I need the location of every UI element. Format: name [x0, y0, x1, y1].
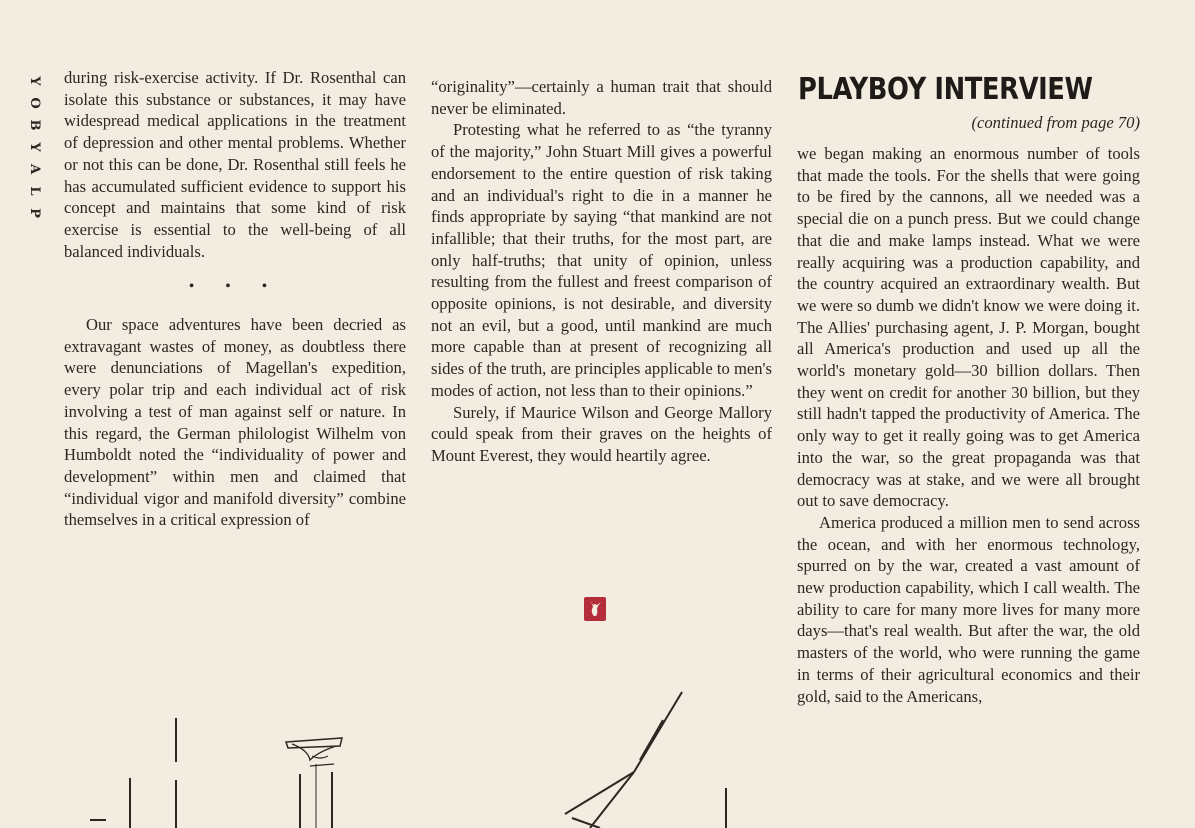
- brand-letter: A: [27, 163, 42, 175]
- section-title: PLAYBOY INTERVIEW: [798, 72, 1093, 107]
- brand-letter: O: [27, 97, 42, 109]
- paragraph: “originality”—certainly a human trait that should never be eliminated.: [431, 77, 772, 118]
- section-separator: • • •: [189, 279, 281, 295]
- brand-letter: L: [27, 186, 42, 196]
- paragraph: Surely, if Maurice Wilson and George Mallory could speak from their graves on the heights of Mount Everest, they would heartily agree.: [431, 402, 772, 465]
- architectural-sketch: [60, 680, 760, 828]
- continued-note: (continued from page 70): [971, 113, 1140, 132]
- article-column-3: [797, 143, 1140, 707]
- rabbit-head-icon: [584, 597, 606, 621]
- vertical-brand-playboy: [24, 70, 44, 224]
- paragraph: during risk-exercise activity. If Dr. Rosenthal can isolate this substance or substances, it may have widespread medical applications in the treatment of depression and other mental problems. Whether or not this can be done, Dr. Rosenthal still feels he has accumulated sufficient evidence to support his concept and maintains that some kind of risk exercise is essential to the well-being of all balanced individuals.: [64, 68, 406, 261]
- brand-letter: P: [27, 208, 42, 218]
- paragraph: Protesting what he referred to as “the tyranny of the majority,” John Stuart Mill gives a powerful endorsement to the entire question of risk taking and an individual's right to die in a manner he finds appropriate by saying “that mankind are not infallible; that their truths, for the most part, are only half-truths; that unity of opinion, unless resulting from the fullest and freest comparison of opposite opinions, is not desirable, and diversity not an evil, but a good, until mankind are much more capable than at present of recognizing all sides of the truth, are principles applicable to men's modes of action, not less than to their opinions.”: [431, 120, 772, 400]
- paragraph: America produced a million men to send across the ocean, and with her enormous technology, spurred on by the war, created a vast amount of new production capability, which I call wealth. The ability to care for many more lives for many more days—that's real wealth. But after the war, the old masters of the world, who were running the game in terms of their agricultural economics and their gold, said to the Americans,: [797, 512, 1140, 706]
- brand-letter: B: [27, 119, 42, 131]
- brand-letter: Y: [27, 76, 42, 86]
- brand-letter: Y: [27, 142, 42, 152]
- paragraph: we began making an enormous number of tools that made the tools. For the shells that were going to be fired by the cannons, all we needed was a special die on a punch press. But we could change that die and make lamps instead. What we were really acquiring was a production capability, and the country acquired an extraordinary wealth. But we were so dumb we didn't know we were doing it. The Allies' purchasing agent, J. P. Morgan, bought all America's production and used up all the world's monetary gold—30 billion dollars. Then they went on credit for another 30 billion, but they still hadn't tapped the productivity of America. The only way to get it really going was to get America into the war, so the great propaganda was that democracy was at stake, and we were all brought out to save democracy.: [797, 144, 1140, 511]
- article-column-1: [64, 67, 406, 531]
- paragraph: Our space adventures have been decried as extravagant wastes of money, as doubtless there were denunciations of Magellan's expedition, every polar trip and each individual act of risk involving a test of man against self or nature. In this regard, the German philologist Wilhelm von Humboldt noted the “individuality of power and development” within men and claimed that “individual vigor and manifold diversity” combine themselves in a critical expression of: [64, 315, 406, 530]
- article-column-2: [431, 76, 772, 467]
